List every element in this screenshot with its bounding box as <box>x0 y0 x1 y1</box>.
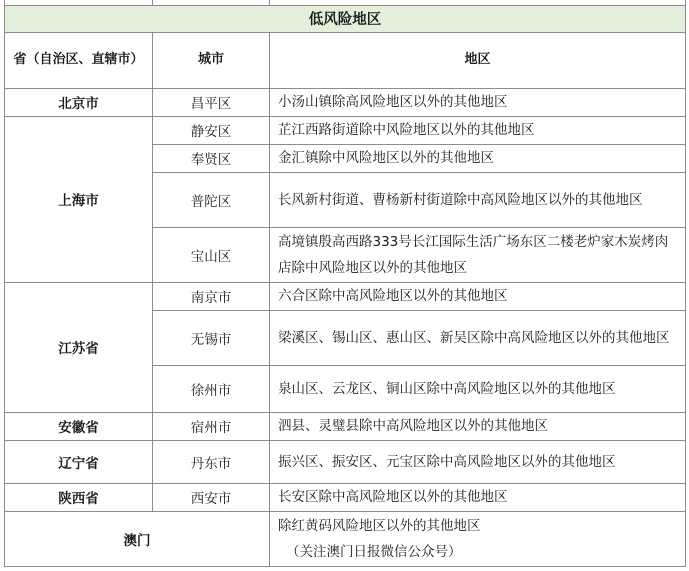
area-cell: 金汇镇除中风险地区以外的其他地区 <box>270 144 686 172</box>
area-cell: 泗县、灵璧县除中高风险地区以外的其他地区 <box>270 412 686 440</box>
province-cell: 上海市 <box>5 116 153 282</box>
province-cell: 北京市 <box>5 88 153 116</box>
table-row <box>5 440 686 483</box>
area-cell: 梁溪区、锡山区、惠山区、新吴区除中高风险地区以外的其他地区 <box>270 310 686 365</box>
city-cell: 宿州市 <box>153 412 270 440</box>
area-cell <box>270 511 686 566</box>
area-cell: 长风新村街道、曹杨新村街道除中高风险地区以外的其他地区 <box>270 172 686 227</box>
city-cell: 静安区 <box>153 116 270 144</box>
area-text: 除红黄码风险地区以外的其他地区 <box>278 517 481 534</box>
area-cell: 振兴区、振安区、元宝区除中高风险地区以外的其他地区 <box>270 440 686 483</box>
city-cell: 普陀区 <box>153 172 270 227</box>
header-city: 城市 <box>153 32 270 88</box>
table-title: 低风险地区 <box>5 5 686 32</box>
province-cell: 江苏省 <box>5 282 153 412</box>
city-cell: 徐州市 <box>153 365 270 412</box>
area-cell: 六合区除中高风险地区以外的其他地区 <box>270 282 686 310</box>
area-note: （关注澳门日报微信公众号） <box>286 543 462 560</box>
area-cell: 芷江西路街道除中风险地区以外的其他地区 <box>270 116 686 144</box>
header-province: 省（自治区、直辖市） <box>5 32 153 88</box>
table-title-row <box>5 5 686 32</box>
city-cell: 丹东市 <box>153 440 270 483</box>
table-row <box>5 511 686 566</box>
table-row <box>5 483 686 511</box>
city-cell: 无锡市 <box>153 310 270 365</box>
province-cell: 安徽省 <box>5 412 153 440</box>
city-cell: 奉贤区 <box>153 144 270 172</box>
table-row <box>5 282 686 310</box>
header-area: 地区 <box>270 32 686 88</box>
table-row <box>5 116 686 144</box>
province-cell: 澳门 <box>5 511 270 566</box>
table-header-row <box>5 32 686 88</box>
table-row <box>5 88 686 116</box>
city-cell: 西安市 <box>153 483 270 511</box>
table-row <box>5 412 686 440</box>
area-cell: 长安区除中高风险地区以外的其他地区 <box>270 483 686 511</box>
area-cell: 高境镇殷高西路333号长江国际生活广场东区二楼老炉家木炭烤肉店除中风险地区以外的其他地区 <box>270 227 686 282</box>
city-cell: 昌平区 <box>153 88 270 116</box>
province-cell: 辽宁省 <box>5 440 153 483</box>
area-cell: 小汤山镇除高风险地区以外的其他地区 <box>270 88 686 116</box>
city-cell: 南京市 <box>153 282 270 310</box>
area-cell: 泉山区、云龙区、铜山区除中高风险地区以外的其他地区 <box>270 365 686 412</box>
province-cell: 陕西省 <box>5 483 153 511</box>
low-risk-areas-table <box>4 0 686 567</box>
city-cell: 宝山区 <box>153 227 270 282</box>
